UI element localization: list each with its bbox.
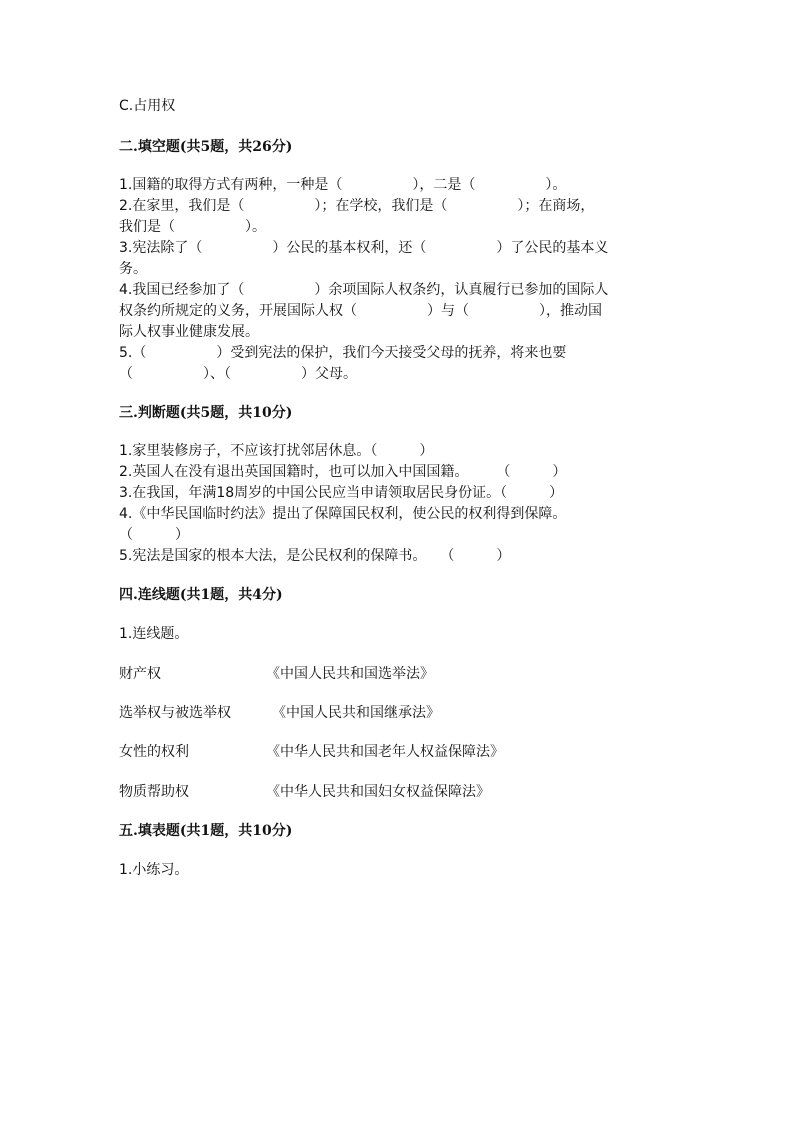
matching-right-1[interactable]: 《中国人民共和国选举法》 bbox=[266, 666, 434, 682]
section-heading-fill-blank: 二.填空题(共5题，共26分) bbox=[119, 139, 293, 155]
judgement-line-1: 1.家里装修房子，不应该打扰邻居休息。（ ） bbox=[119, 443, 434, 459]
fill-blank-line-8: 际人权事业健康发展。 bbox=[119, 324, 259, 340]
matching-intro: 1.连线题。 bbox=[119, 626, 189, 642]
judgement-line-4: 4.《中华民国临时约法》提出了保障国民权利，使公民的权利得到保障。 bbox=[119, 506, 567, 522]
fill-blank-line-10: （ ）、（ ）父母。 bbox=[119, 366, 357, 382]
judgement-line-3: 3.在我国，年满18周岁的中国公民应当申请领取居民身份证。（ ） bbox=[119, 485, 564, 501]
judgement-line-6: 5.宪法是国家的根本大法，是公民权利的保障书。 （ ） bbox=[119, 548, 511, 564]
matching-left-4[interactable]: 物质帮助权 bbox=[119, 784, 189, 800]
matching-right-3[interactable]: 《中华人民共和国老年人权益保障法》 bbox=[266, 744, 504, 760]
fill-blank-line-4: 3.宪法除了（ ）公民的基本权利，还（ ）了公民的基本义 bbox=[119, 240, 609, 256]
option-c: C.占用权 bbox=[119, 98, 176, 114]
matching-left-2[interactable]: 选举权与被选举权 bbox=[119, 705, 231, 721]
fill-blank-line-2: 2.在家里，我们是（ ）；在学校，我们是（ ）；在商场， bbox=[119, 198, 595, 214]
fill-blank-line-1: 1.国籍的取得方式有两种，一种是（ ），二是（ ）。 bbox=[119, 177, 567, 193]
fill-blank-line-3: 我们是（ ）。 bbox=[119, 219, 266, 235]
fill-blank-line-6: 4.我国已经参加了（ ）余项国际人权条约，认真履行已参加的国际人 bbox=[119, 282, 609, 298]
matching-right-4[interactable]: 《中华人民共和国妇女权益保障法》 bbox=[266, 784, 490, 800]
fill-blank-line-5: 务。 bbox=[119, 261, 147, 277]
section-heading-matching: 四.连线题(共1题，共4分) bbox=[119, 587, 283, 603]
matching-left-3[interactable]: 女性的权利 bbox=[119, 744, 189, 760]
matching-left-1[interactable]: 财产权 bbox=[119, 666, 161, 682]
judgement-line-5: （ ） bbox=[119, 527, 189, 543]
matching-right-2[interactable]: 《中国人民共和国继承法》 bbox=[272, 705, 440, 721]
fill-blank-line-7: 权条约所规定的义务，开展国际人权（ ）与（ ），推动国 bbox=[119, 303, 602, 319]
table-intro: 1.小练习。 bbox=[119, 862, 189, 878]
section-heading-judgement: 三.判断题(共5题，共10分) bbox=[119, 405, 293, 421]
judgement-line-2: 2.英国人在没有退出英国国籍时，也可以加入中国国籍。 （ ） bbox=[119, 464, 567, 480]
section-heading-table: 五.填表题(共1题，共10分) bbox=[119, 823, 293, 839]
fill-blank-line-9: 5.（ ）受到宪法的保护，我们今天接受父母的抚养，将来也要 bbox=[119, 345, 567, 361]
